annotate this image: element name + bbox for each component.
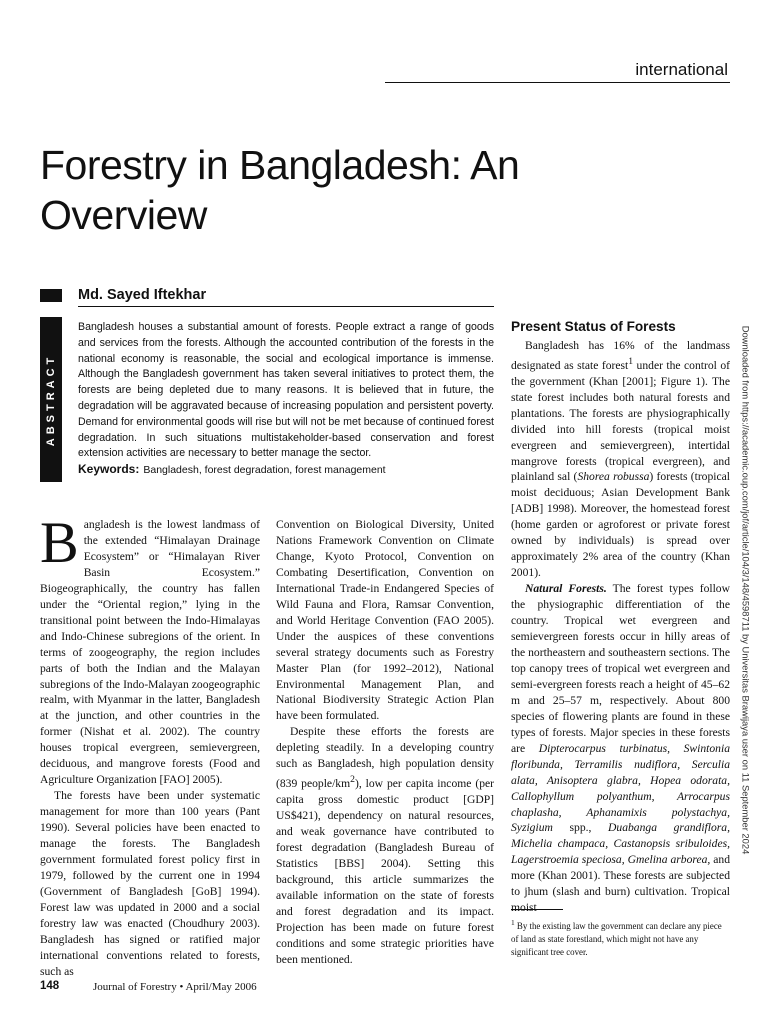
footnote-rule [511,909,563,910]
paragraph: Bangladesh has 16% of the landmass designated as state forest$^1$ under the control of the government (Khan [2001]; Figure 1). The state forest includes both natural forests and plantations. The forests are physiographically divided into hill forests (tropical moist evergreen and semievergreen), intertidal mangrove forests (tropical evergreen), and plainland sal (Shorea robussa) forests (tropical moist deciduous; Asian Development Bank [ADB] 1998). Moreover, the homestead forest (home garden or agroforest or private forest owned by individuals) is spread over approximately 2% area of the country (Khan 2001). [511,339,731,580]
abstract-label: ABSTRACT [45,353,57,447]
header-rule [385,82,730,83]
paragraph: Bangladesh is the lowest landmass of the extended “Himalayan Drainage Ecosystem” or “Himalayan River Basin Ecosystem.” Biogeographically, the country has fallen under the “Oriental region,” lying in the transitional point between the Indo-Himalayas and Indo-Chinese subregions of the orient. In terms of zoogeography, the region includes parts of both the Indian and the Malayan subregions of the Indo-Malayan zoogeographic realm, with Myanmar in the latter, Bangladesh at the junction, and other countries in the former (Nishat et al. 2002). The country houses tropical evergreen, semievergreen, deciduous, and mangrove forests (Food and Agriculture Organization [FAO] 2005). [40,510,260,787]
author-name: Md. Sayed Iftekhar [78,287,207,303]
body-column-1 [40,510,260,980]
section-heading: Present Status of Forests [511,319,676,334]
journal-citation: Journal of Forestry • April/May 2006 [93,981,257,993]
paragraph: Natural Forests. The forest types follow the physiographic differentiation of the country. Tropical wet evergreen and semievergreen forests occur in hilly areas of the northeastern and southeastern sections. The top canopy trees of tropical wet evergreen and semi-evergreen forests reach a height of 45–62 m and 25–57 m, respectively. About 800 species of flowering plants are found in these types of forests. Major species in these forests are Dipterocarpus turbinatus, Swintonia floribunda, Terramilis nudiflora, Serculia alata, Anisoptera glabra, Hopea odorata, Callophyllum polyanthum, Arrocarpus chaplasha, Aphanamixis polystachya, Syzigium spp., Duabanga grandiflora, Michelia champaca, Castanopsis sribuloides, Lagerstroemia speciosa, Gmelina arborea, and more (Khan 2001). These forests are subjected to jhum (slash and burn) cultivation. Tropical moist [511,582,730,915]
page-number: 148 [40,980,60,992]
body-column-2 [276,517,494,968]
drop-cap: B [40,510,79,575]
footnote: $^1$ By the existing law the government can declare any piece of land as state forestland, which might not have any significant tree cover. [511,918,722,957]
paragraph: Convention on Biological Diversity, United Nations Framework Convention on Climate Change, Kyoto Protocol, Convention on Combating Desertification, Convention on International Trade-in Endangered Species of Wild Fauna and Flora, Ramsar Convention, and World Heritage Convention (FAO 2005). Under the auspices of these conventions several strategy documents such as Forestry Master Plan (for 1992–2012), National Environmental Management Plan, and National Biodiversity Strategic Action Plan have been formulated. [276,518,494,723]
article-title: Forestry in Bangladesh: An Overview [40,142,520,238]
download-notice: Downloaded from https://academic.oup.com/jof/article/104/3/148/4598711 by Universitas Brawijaya user on 11 September 2024 [740,325,752,855]
author-rule [78,306,494,307]
abstract-text: Bangladesh houses a substantial amount of forests. People extract a range of goods and services from the forests. Although the accounted contribution of the forests in the national economy is reasonable, the social and ecological importance is immense. Although the Bangladesh government has taken several initiatives to protect them, the forests are being depleted due to many reasons. It is believed that in future, the degradation will be aggravated because of increasing population and persistent poverty. Demand for environmental goods will rise but will not be met because of continued forest degradation. In such situations multistakeholder-based conservation and forest extension activities are necessary to better manage the sector. [78,321,494,460]
section-label: international [635,60,728,79]
footnote-ref: 1 [628,355,634,367]
subsection-heading: Natural Forests. [525,582,607,596]
keywords-label: Keywords: [78,462,140,476]
keywords-list: Bangladesh, forest degradation, forest management [143,464,386,476]
author-marker [40,289,62,302]
keywords [78,462,498,476]
paragraph: The forests have been under systematic management for more than 100 years (Pant 1990). Several policies have been enacted to manage the forests. The Bangladesh government formulated forest policy first in 1979, followed by the current one in 1994 (Government of Bangladesh [GoB] 1994). Forest law was updated in 2000 and a social forestry law was enacted (Choudhury 2003). Bangladesh has signed or ratified major international conventions related to forests, such as [40,789,260,978]
paragraph: Despite these efforts the forests are depleting steadily. In a developing country such as Bangladesh, high population density (839 people/$km^2$), low per capita income (per capita gross domestic product [GDP] US$421), dependency on natural resources, and weak governance have contributed to forest degradation (Bangladesh Bureau of Statistics [BBS] 2004). Setting this background, this article summarizes the available information on the state of forests and forest degradation and its impact. Projection has been made on future forest conditions and some strategic priorities have been mentioned. [276,725,494,966]
body-column-3 [511,338,730,916]
